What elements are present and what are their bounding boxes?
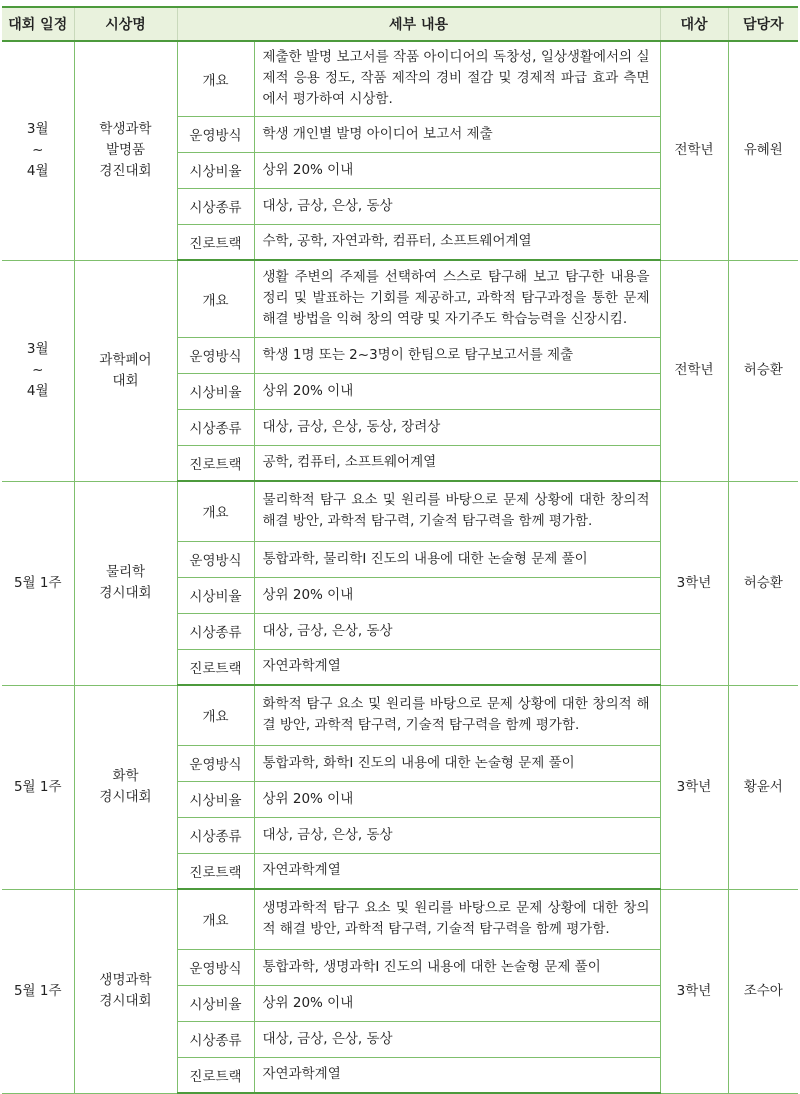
ratio-text: 상위 20% 이내 (254, 152, 660, 188)
row-label: 진로트랙 (177, 853, 254, 889)
manager-cell: 유혜원 (728, 41, 798, 260)
schedule-line: 3월 (26, 341, 49, 358)
career-track-text: 수학, 공학, 자연과학, 컴퓨터, 소프트웨어계열 (254, 224, 660, 260)
header-manager: 담당자 (728, 7, 798, 41)
manager-cell: 허승환 (728, 260, 798, 481)
operation-text: 통합과학, 물리학Ⅰ 진도의 내용에 대한 논술형 문제 풀이 (254, 541, 660, 577)
award-name-cell (74, 889, 177, 1093)
target-cell: 전학년 (660, 260, 728, 481)
row-label: 진로트랙 (177, 445, 254, 481)
row-label: 시상비율 (177, 577, 254, 613)
row-label: 운영방식 (177, 949, 254, 985)
schedule-cell (2, 41, 74, 260)
overview-text: 생명과학적 탐구 요소 및 원리를 바탕으로 문제 상황에 대한 창의적 해결 방안, 과학적 탐구력, 기술적 탐구력을 함께 평가함. (254, 889, 660, 949)
overview-text: 제출한 발명 보고서를 작품 아이디어의 독창성, 일상생활에서의 실제적 응용 정도, 작품 제작의 경비 절감 및 경제적 파급 효과 측면에서 평가하여 시상함. (254, 41, 660, 116)
table-row (2, 685, 798, 745)
row-label: 시상종류 (177, 613, 254, 649)
schedule-line: ~ (32, 362, 44, 379)
ratio-text: 상위 20% 이내 (254, 781, 660, 817)
target-cell: 3학년 (660, 481, 728, 685)
award-name-line: 물리학 (105, 564, 146, 581)
header-target: 대상 (660, 7, 728, 41)
schedule-cell (2, 685, 74, 889)
target-cell: 전학년 (660, 41, 728, 260)
operation-text: 통합과학, 화학Ⅰ 진도의 내용에 대한 논술형 문제 풀이 (254, 745, 660, 781)
award-name-cell (74, 481, 177, 685)
award-name-cell (74, 260, 177, 481)
career-track-text: 자연과학계열 (254, 649, 660, 685)
header-details: 세부 내용 (177, 7, 660, 41)
award-name-line: 학생과학 (99, 121, 152, 138)
manager-cell: 허승환 (728, 481, 798, 685)
award-types-text: 대상, 금상, 은상, 동상 (254, 613, 660, 649)
target-cell: 3학년 (660, 889, 728, 1093)
row-label: 개요 (177, 41, 254, 116)
row-label: 시상종류 (177, 188, 254, 224)
award-name-cell (74, 685, 177, 889)
row-label: 운영방식 (177, 337, 254, 373)
schedule-line: 3월 (26, 121, 49, 138)
manager-cell: 조수아 (728, 889, 798, 1093)
overview-text: 생활 주변의 주제를 선택하여 스스로 탐구해 보고 탐구한 내용을 정리 및 발표하는 기회를 제공하고, 과학적 탐구과정을 통한 문제 해결 방법을 익혀 창의 역량 및 자기주도 학습능력을 신장시킴. (254, 260, 660, 337)
award-name-line: 경시대회 (99, 585, 152, 601)
row-label: 개요 (177, 889, 254, 949)
row-label: 운영방식 (177, 116, 254, 152)
row-label: 운영방식 (177, 541, 254, 577)
award-name-line: 대회 (112, 372, 139, 389)
target-cell: 3학년 (660, 685, 728, 889)
row-label: 개요 (177, 685, 254, 745)
award-types-text: 대상, 금상, 은상, 동상 (254, 817, 660, 853)
schedule-line: 4월 (26, 382, 49, 399)
operation-text: 학생 1명 또는 2~3명이 한팀으로 탐구보고서를 제출 (254, 337, 660, 373)
award-types-text: 대상, 금상, 은상, 동상 (254, 1021, 660, 1057)
career-track-text: 공학, 컴퓨터, 소프트웨어계열 (254, 445, 660, 481)
award-name-line: 발명품 (105, 142, 146, 159)
schedule-line: 5월 1주 (13, 778, 62, 795)
row-label: 시상비율 (177, 152, 254, 188)
operation-text: 학생 개인별 발명 아이디어 보고서 제출 (254, 116, 660, 152)
ratio-text: 상위 20% 이내 (254, 985, 660, 1021)
award-types-text: 대상, 금상, 은상, 동상 (254, 188, 660, 224)
ratio-text: 상위 20% 이내 (254, 577, 660, 613)
row-label: 시상종류 (177, 1021, 254, 1057)
competition-table (2, 6, 798, 1094)
row-label: 시상비율 (177, 985, 254, 1021)
row-label: 개요 (177, 260, 254, 337)
row-label: 진로트랙 (177, 649, 254, 685)
table-row (2, 889, 798, 949)
overview-text: 화학적 탐구 요소 및 원리를 바탕으로 문제 상황에 대한 창의적 해결 방안, 과학적 탐구력, 기술적 탐구력을 함께 평가함. (254, 685, 660, 745)
row-label: 진로트랙 (177, 1057, 254, 1093)
row-label: 진로트랙 (177, 224, 254, 260)
row-label: 시상비율 (177, 373, 254, 409)
award-name-line: 경시대회 (99, 993, 152, 1009)
overview-text: 물리학적 탐구 요소 및 원리를 바탕으로 문제 상황에 대한 창의적 해결 방안, 과학적 탐구력, 기술적 탐구력을 함께 평가함. (254, 481, 660, 541)
row-label: 운영방식 (177, 745, 254, 781)
award-name-line: 경시대회 (99, 789, 152, 805)
table-row (2, 41, 798, 116)
operation-text: 통합과학, 생명과학Ⅰ 진도의 내용에 대한 논술형 문제 풀이 (254, 949, 660, 985)
award-name-cell (74, 41, 177, 260)
award-name-line: 화학 (112, 768, 139, 785)
row-label: 개요 (177, 481, 254, 541)
award-name-line: 생명과학 (99, 972, 152, 989)
schedule-line: ~ (32, 142, 44, 159)
award-types-text: 대상, 금상, 은상, 동상, 장려상 (254, 409, 660, 445)
award-name-line: 과학페어 (99, 351, 152, 368)
table-row (2, 481, 798, 541)
award-name-line: 경진대회 (99, 163, 152, 180)
row-label: 시상비율 (177, 781, 254, 817)
schedule-line: 4월 (26, 163, 49, 180)
ratio-text: 상위 20% 이내 (254, 373, 660, 409)
row-label: 시상종류 (177, 817, 254, 853)
career-track-text: 자연과학계열 (254, 853, 660, 889)
schedule-cell (2, 889, 74, 1093)
schedule-cell (2, 260, 74, 481)
schedule-line: 5월 1주 (13, 982, 62, 999)
header-award-name: 시상명 (74, 7, 177, 41)
schedule-cell (2, 481, 74, 685)
row-label: 시상종류 (177, 409, 254, 445)
header-schedule: 대회 일정 (2, 7, 74, 41)
career-track-text: 자연과학계열 (254, 1057, 660, 1093)
table-row (2, 260, 798, 337)
schedule-line: 5월 1주 (13, 574, 62, 591)
table-header-row (2, 7, 798, 41)
manager-cell: 황윤서 (728, 685, 798, 889)
